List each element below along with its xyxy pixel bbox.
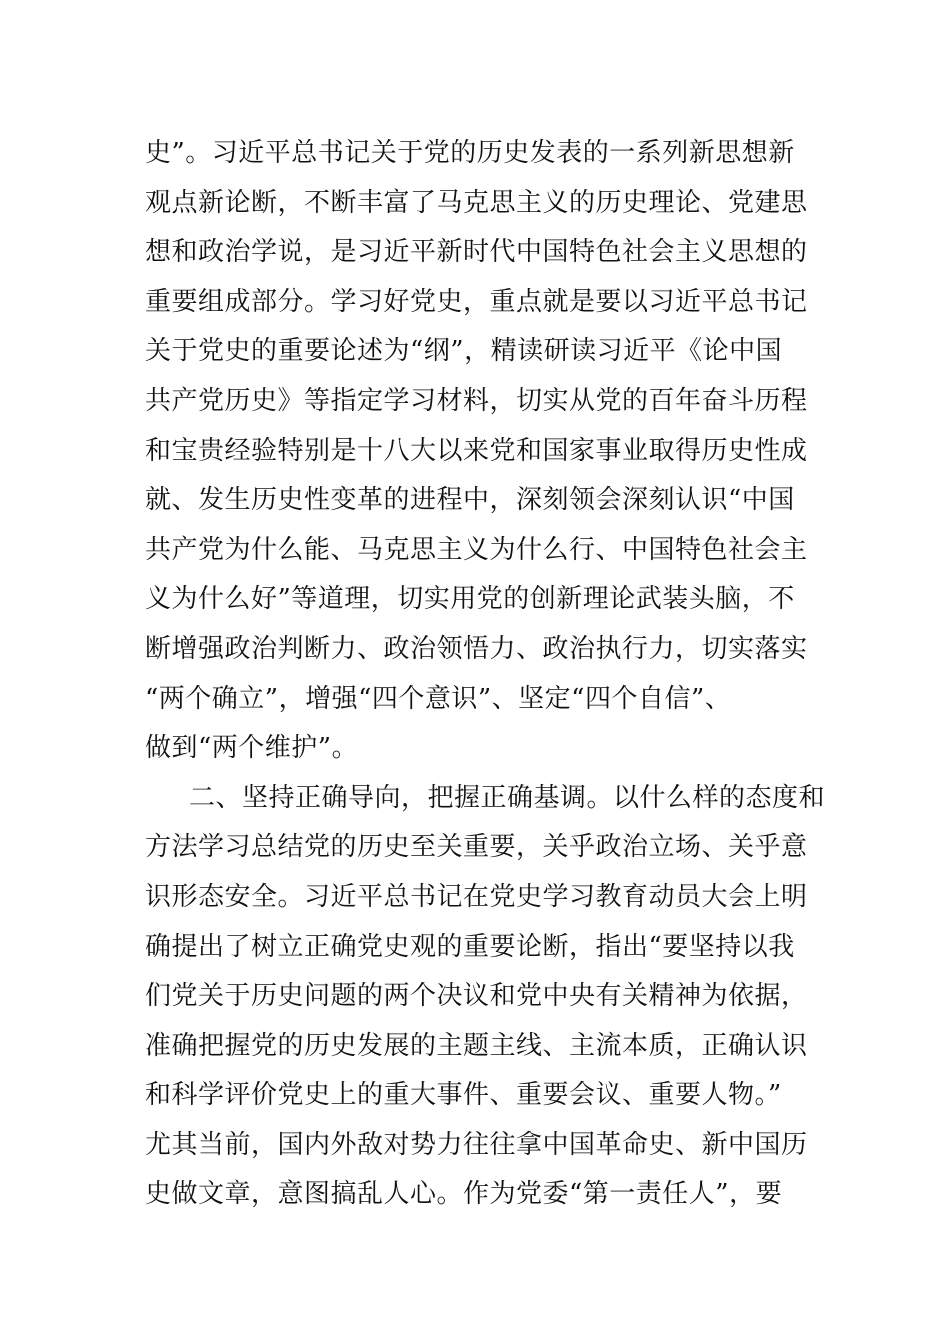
text-line: 史”。习近平总书记关于党的历史发表的一系列新思想新 — [145, 138, 795, 168]
text-line: 就、发生历史性变革的进程中，深刻领会深刻认识“中国 — [145, 485, 795, 516]
text-line: 共产党历史》等指定学习材料，切实从党的百年奋斗历程 — [145, 385, 808, 416]
text-line: 和科学评价党史上的重大事件、重要会议、重要人物。” — [145, 1080, 782, 1111]
text-line: 准确把握党的历史发展的主题主线、主流本质，正确认识 — [145, 1030, 808, 1061]
text-line: 断增强政治判断力、政治领悟力、政治执行力，切实落实 — [145, 633, 808, 664]
text-line: 关于党史的重要论述为“纲”，精读研读习近平《论中国 — [145, 336, 783, 367]
body-text — [145, 129, 826, 1220]
text-line: “两个确立”，增强“四个意识”、坚定“四个自信”、 — [145, 683, 732, 714]
text-line: 共产党为什么能、马克思主义为什么行、中国特色社会主 — [145, 534, 808, 565]
text-line: 重要组成部分。学习好党史，重点就是要以习近平总书记 — [145, 286, 808, 317]
section-heading-line: 二、坚持正确导向，把握正确基调。以什么样的态度和 — [189, 782, 826, 813]
text-line: 史做文章，意图搞乱人心。作为党委“第一责任人”，要 — [145, 1179, 783, 1210]
text-line: 方法学习总结党的历史至关重要，关乎政治立场、关乎意 — [145, 832, 808, 863]
text-line: 尤其当前，国内外敌对势力往往拿中国革命史、新中国历 — [145, 1129, 808, 1160]
text-line: 观点新论断，不断丰富了马克思主义的历史理论、党建思 — [145, 187, 808, 218]
text-line: 确提出了树立正确党史观的重要论断，指出“要坚持以我 — [145, 931, 795, 962]
text-line: 想和政治学说，是习近平新时代中国特色社会主义思想的 — [145, 237, 808, 268]
text-line: 做到“两个维护”。 — [145, 733, 359, 764]
text-line: 义为什么好”等道理，切实用党的创新理论武装头脑，不 — [145, 584, 795, 615]
text-line: 和宝贵经验特别是十八大以来党和国家事业取得历史性成 — [145, 435, 808, 466]
text-line: 识形态安全。习近平总书记在党史学习教育动员大会上明 — [145, 881, 808, 912]
text-line: 们党关于历史问题的两个决议和党中央有关精神为依据， — [145, 981, 808, 1012]
